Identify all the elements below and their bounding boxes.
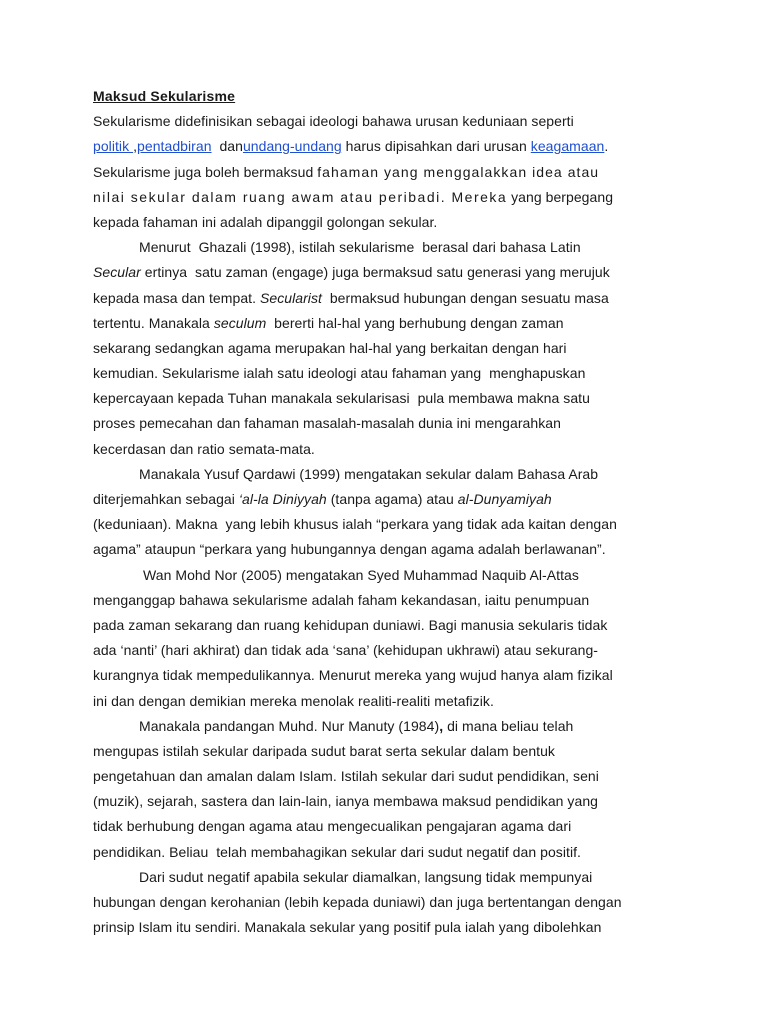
text-span: mengupas istilah sekular daripada sudut barat serta sekular dalam bentuk (93, 742, 555, 759)
paragraph-2-line-5 (93, 336, 708, 361)
text-span: Sekularisme didefinisikan sebagai ideologi bahawa urusan keduniaan seperti (93, 113, 574, 130)
paragraph-2-line-3 (93, 286, 708, 311)
paragraph-2-line-6 (93, 361, 708, 386)
bold-comma: , (439, 717, 444, 734)
text-span: pendidikan. Beliau telah membahagikan sekular dari sudut negatif dan positif. (93, 843, 581, 860)
text-span: diterjemahkan sebagai (93, 491, 239, 507)
text-span: tertentu. Manakala (93, 314, 214, 331)
text-span: , (133, 138, 138, 155)
text-span: harus dipisahkan dari urusan (341, 138, 531, 155)
text-span: proses pemecahan dan fahaman masalah-masalah dunia ini mengarahkan (93, 415, 561, 432)
text-span: fahaman yang menggalakkan idea atau (317, 163, 600, 180)
text-span: yang berpegang (507, 188, 614, 205)
italic-term: Secular (93, 264, 141, 281)
text-span: dan (211, 138, 243, 155)
text-span: (muzik), sejarah, sastera dan lain-lain, ianya membawa maksud pendidikan yang (93, 793, 598, 810)
text-span: kurangnya tidak mempedulikannya. Menurut mereka yang wujud hanya alam fizikal (93, 667, 613, 684)
text-span: (keduniaan). Makna yang lebih khusus ialah “perkara yang tidak ada kaitan dengan (93, 516, 617, 533)
text-span: Wan Mohd Nor (2005) mengatakan Syed Muhammad Naquib Al-Attas (143, 566, 579, 583)
text-span: di mana beliau telah (443, 717, 574, 734)
document-title: Maksud Sekularisme (93, 88, 236, 104)
text-span: (tanpa agama) atau (326, 491, 458, 507)
text-span: . (604, 138, 609, 155)
paragraph-5-line-6 (93, 840, 708, 865)
text-span: pengetahuan dan amalan dalam Islam. Istilah sekular dari sudut pendidikan, seni (93, 768, 599, 785)
text-span: kepercayaan kepada Tuhan manakala sekularisasi pula membawa makna satu (93, 390, 590, 407)
title-line (93, 84, 708, 109)
paragraph-3-line-4 (93, 537, 708, 562)
paragraph-2-line-7 (93, 386, 708, 411)
paragraph-6-line-2 (93, 890, 708, 915)
paragraph-1-line-5 (93, 210, 708, 235)
text-span: agama” ataupun “perkara yang hubungannya dengan agama adalah berlawanan”. (93, 541, 606, 558)
text-span: bererti hal-hal yang berhubung dengan zaman (266, 314, 564, 331)
text-span: Menurut Ghazali (1998), istilah sekularisme berasal dari bahasa Latin (139, 239, 581, 256)
paragraph-5-line-4 (93, 789, 708, 814)
italic-term: Secularist (259, 289, 322, 306)
text-span: Manakala pandangan Muhd. Nur Manuty (1984) (139, 717, 440, 734)
paragraph-5-line-3 (93, 764, 708, 789)
paragraph-2-line-4 (93, 311, 708, 336)
text-span: menganggap bahawa sekularisme adalah faham kekandasan, iaitu penumpuan (93, 591, 590, 608)
paragraph-5-line-2 (93, 739, 708, 764)
paragraph-5-line-1 (93, 714, 708, 739)
paragraph-4-line-6 (93, 689, 708, 714)
text-span: Sekularisme juga boleh bermaksud (93, 163, 318, 180)
paragraph-3-line-3 (93, 512, 708, 537)
paragraph-3-line-2 (93, 487, 708, 512)
text-span: ini dan dengan demikian mereka menolak realiti-realiti metafizik. (93, 692, 494, 709)
paragraph-4-line-2 (93, 588, 708, 613)
paragraph-6-line-1 (93, 865, 708, 890)
text-span: kepada masa dan tempat. (93, 289, 260, 306)
paragraph-2-line-8 (93, 411, 708, 436)
paragraph-3-line-1 (93, 462, 708, 487)
text-span: sekarang sedangkan agama merupakan hal-hal yang berkaitan dengan hari (93, 339, 567, 356)
italic-term: ‘al-la Diniyyah (238, 491, 327, 507)
paragraph-1-line-3 (93, 160, 708, 185)
text-span: Manakala Yusuf Qardawi (1999) mengatakan sekular dalam Bahasa Arab (139, 465, 599, 482)
text-span: ada ‘nanti’ (hari akhirat) dan tidak ada ‘sana’ (kehidupan ukhrawi) atau sekurang- (93, 642, 599, 659)
text-span: kepada fahaman ini adalah dipanggil golongan sekular. (93, 213, 438, 230)
paragraph-4-line-3 (93, 613, 708, 638)
italic-term: al-Dunyamiyah (457, 491, 552, 507)
paragraph-2-line-9 (93, 437, 708, 462)
paragraph-4-line-4 (93, 638, 708, 663)
text-span: pada zaman sekarang dan ruang kehidupan duniawi. Bagi manusia sekularis tidak (93, 616, 608, 633)
text-span: ertinya satu zaman (engage) juga bermaksud satu generasi yang merujuk (140, 264, 610, 281)
paragraph-1-line-2 (93, 134, 708, 159)
paragraph-1-line-4 (93, 185, 708, 210)
italic-term: seculum (213, 314, 267, 331)
text-span: kemudian. Sekularisme ialah satu ideologi atau fahaman yang menghapuskan (93, 365, 586, 382)
paragraph-6-line-3 (93, 915, 708, 940)
link-politik[interactable]: politik (93, 138, 134, 155)
text-span: Dari sudut negatif apabila sekular diamalkan, langsung tidak mempunyai (139, 868, 593, 885)
link-keagamaan[interactable]: keagamaan (530, 138, 605, 155)
link-pentadbiran[interactable]: pentadbiran (137, 138, 212, 155)
text-span: hubungan dengan kerohanian (lebih kepada duniawi) dan juga bertentangan dengan (93, 894, 622, 910)
text-span: tidak berhubung dengan agama atau mengecualikan pengajaran agama dari (93, 818, 572, 835)
paragraph-2-line-1 (93, 235, 708, 260)
paragraph-4-line-1 (93, 563, 708, 588)
text-span: nilai sekular dalam ruang awam atau peribadi. Mereka (93, 188, 508, 205)
text-span: prinsip Islam itu sendiri. Manakala sekular yang positif pula ialah yang dibolehkan (93, 919, 602, 936)
text-span: kecerdasan dan ratio semata-mata. (93, 440, 315, 457)
paragraph-4-line-5 (93, 663, 708, 688)
paragraph-2-line-2 (93, 260, 708, 285)
link-undang-undang[interactable]: undang-undang (242, 138, 342, 155)
text-span: bermaksud hubungan dengan sesuatu masa (321, 289, 609, 306)
paragraph-1-line-1 (93, 109, 708, 134)
paragraph-5-line-5 (93, 814, 708, 839)
